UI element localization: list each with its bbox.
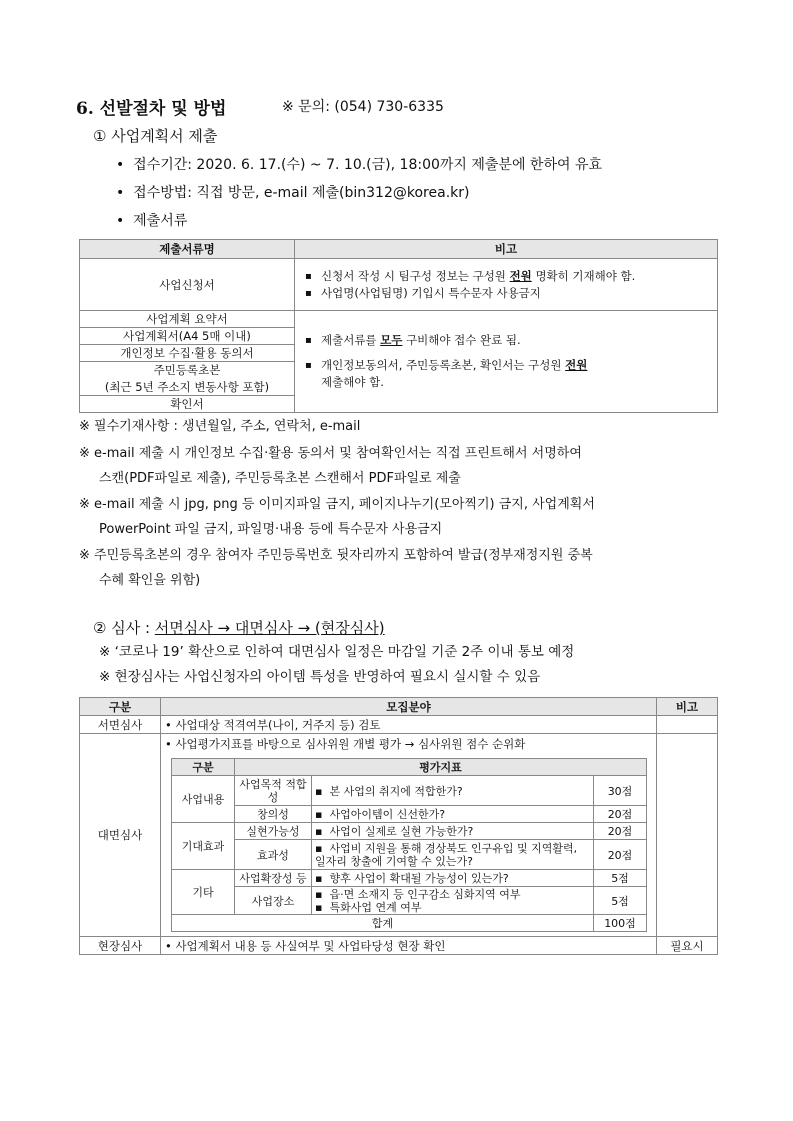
eval-item-name: 사업확장성 등 [235, 870, 312, 887]
note-item: ▪ 신청서 작성 시 팀구성 정보는 구성원 전원 명확히 기재해야 함. [321, 268, 713, 285]
step2-note-site: ※ 현장심사는 사업신청자의 아이템 특성을 반영하여 필요시 실시할 수 있음 [99, 669, 541, 685]
review-table [79, 697, 718, 955]
bullet-docs: • 제출서류 [116, 213, 188, 229]
eval-group-content: 사업내용 [172, 776, 235, 823]
eval-item-question: ▪ 본 사업의 취지에 적합한가? [312, 776, 594, 806]
bullet-method: • 접수방법: 직접 방문, e-mail 제출(bin312@korea.kr) [116, 185, 470, 201]
eval-item-score: 20점 [594, 823, 647, 840]
doc-summary: 사업계획 요약서 [80, 311, 295, 328]
note-resident-cont: 수혜 확인을 위함) [99, 573, 201, 588]
contact-note: ※ 문의: (054) 730-6335 [282, 99, 444, 115]
eval-item-question: ▪ 읍·면 소재지 등 인구감소 심화지역 여부 ▪ 특화사업 연계 여부 [312, 887, 594, 915]
review-interview-content [161, 734, 657, 937]
eval-total-score: 100점 [594, 915, 647, 932]
doc-resident-abstract-detail: (최근 5년 주소지 변동사항 포함) [80, 379, 295, 396]
review-interview-note [657, 734, 718, 937]
docs-table [79, 239, 718, 413]
note-resident: ※ 주민등록초본의 경우 참여자 주민등록번호 뒷자리까지 포함하여 발급(정부재정지원 중복 [79, 548, 593, 563]
eval-header-index: 평가지표 [235, 759, 647, 776]
bullet-period: • 접수기간: 2020. 6. 17.(수) ~ 7. 10.(금), 18:00까지 제출분에 한하여 유효 [116, 157, 602, 173]
eval-item-question: ▪ 사업아이템이 신선한가? [312, 806, 594, 823]
note-item: ▪ 제출서류를 모두 구비해야 접수 완료 됨. [321, 332, 713, 349]
eval-item-question: ▪ 사업비 지원을 통해 경상북도 인구유입 및 지역활력, 일자리 창출에 기여할 수 있는가? [312, 840, 594, 870]
eval-item-score: 20점 [594, 806, 647, 823]
eval-group-effect: 기대효과 [172, 823, 235, 870]
eval-item-score: 5점 [594, 870, 647, 887]
doc-application: 사업신청서 [80, 259, 295, 311]
note-email-format-cont: PowerPoint 파일 금지, 파일명·내용 등에 특수문자 사용금지 [99, 522, 443, 537]
eval-item-name: 사업장소 [235, 887, 312, 915]
doc-privacy-consent: 개인정보 수집·활용 동의서 [80, 345, 295, 362]
docs-header-name: 제출서류명 [80, 240, 295, 259]
review-document-note [657, 716, 718, 734]
review-document-label: 서면심사 [80, 716, 161, 734]
note-required: ※ 필수기재사항 : 생년월일, 주소, 연락처, e-mail [79, 419, 361, 434]
note-email-format: ※ e-mail 제출 시 jpg, png 등 이미지파일 금지, 페이지나누기(모아찍기) 금지, 사업계획서 [79, 497, 595, 512]
doc-application-notes [295, 259, 718, 311]
review-document-text: • 사업대상 적격여부(나이, 거주지 등) 검토 [161, 716, 657, 734]
eval-group-other: 기타 [172, 870, 235, 915]
section-heading: 6. 선발절차 및 방법 [76, 99, 227, 119]
eval-item-score: 20점 [594, 840, 647, 870]
step2-note-covid: ※ ‘코로나 19’ 확산으로 인하여 대면심사 일정은 마감일 기준 2주 이내 통보 예정 [99, 644, 575, 660]
note-item: ▪ 사업명(사업팀명) 기입시 특수문자 사용금지 [321, 285, 713, 302]
eval-item-question: ▪ 향후 사업이 확대될 가능성이 있는가? [312, 870, 594, 887]
review-site-text: • 사업계획서 내용 등 사실여부 및 사업타당성 현장 확인 [161, 937, 657, 955]
step2-title: ② 심사 : 서면심사 → 대면심사 → (현장심사) [93, 619, 385, 637]
doc-confirmation: 확인서 [80, 396, 295, 413]
eval-total-label: 합계 [172, 915, 594, 932]
eval-item-name: 사업목적 적합성 [235, 776, 312, 806]
review-header-note: 비고 [657, 698, 718, 716]
eval-item-score: 30점 [594, 776, 647, 806]
review-header-field: 모집분야 [161, 698, 657, 716]
docs-header-note: 비고 [295, 240, 718, 259]
review-interview-label: 대면심사 [80, 734, 161, 937]
note-email-consent-cont: 스캔(PDF파일로 제출), 주민등록초본 스캔해서 PDF파일로 제출 [99, 471, 461, 486]
eval-item-name: 실현가능성 [235, 823, 312, 840]
review-interview-text: • 사업평가지표를 바탕으로 심사위원 개별 평가 → 심사위원 점수 순위화 [165, 737, 526, 751]
doc-plan: 사업계획서(A4 5매 이내) [80, 328, 295, 345]
review-site-label: 현장심사 [80, 937, 161, 955]
doc-resident-abstract: 주민등록초본 [80, 362, 295, 379]
note-item: ▪ 개인정보동의서, 주민등록초본, 확인서는 구성원 전원 제출해야 함. [321, 357, 713, 391]
eval-header-type: 구분 [172, 759, 235, 776]
eval-item-name: 창의성 [235, 806, 312, 823]
review-header-type: 구분 [80, 698, 161, 716]
eval-item-score: 5점 [594, 887, 647, 915]
eval-item-name: 효과성 [235, 840, 312, 870]
docs-notes [295, 311, 718, 413]
note-email-consent: ※ e-mail 제출 시 개인정보 수집·활용 동의서 및 참여확인서는 직접 프린트해서 서명하여 [79, 446, 582, 461]
review-site-note: 필요시 [657, 937, 718, 955]
evaluation-table [171, 758, 647, 932]
step1-title: ① 사업계획서 제출 [93, 127, 218, 145]
eval-item-question: ▪ 사업이 실제로 실현 가능한가? [312, 823, 594, 840]
